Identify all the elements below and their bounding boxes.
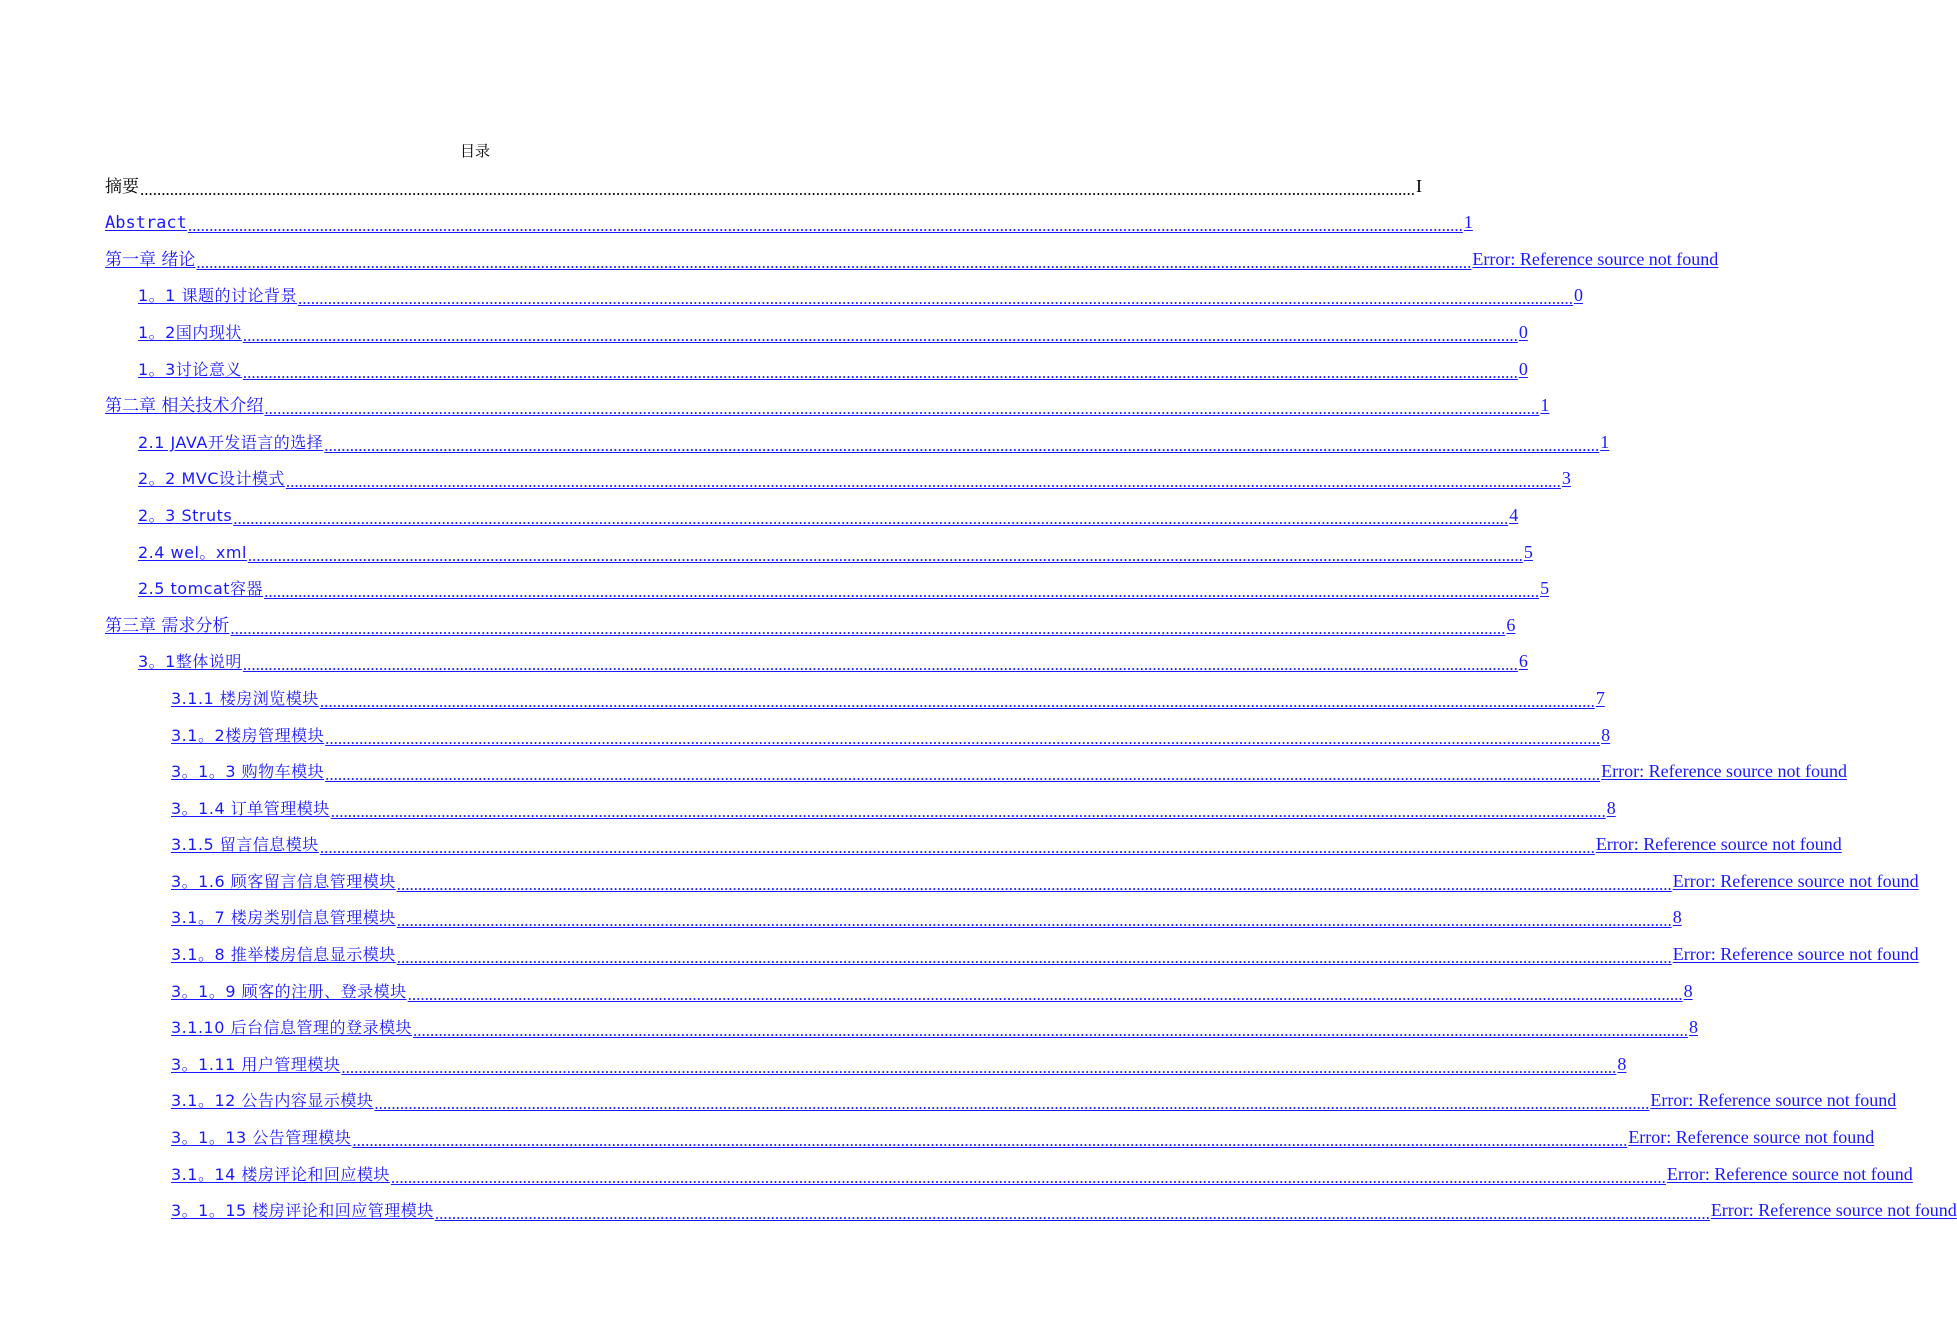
toc-entry-page: 8: [1672, 907, 1682, 928]
toc-entry-label: 3.1。8 推举楼房信息显示模块: [171, 945, 396, 965]
toc-entry-page: Error: Reference source not found: [1628, 1127, 1875, 1148]
dot-leader: ............................................................................................................................................................................................................................................................................................................: [242, 325, 1518, 345]
toc-entry-label: 3。1。13 公告管理模块: [171, 1128, 352, 1148]
toc-entry-page: 7: [1595, 687, 1605, 708]
toc-entry-label: 1。1 课题的讨论背景: [138, 286, 297, 306]
toc-entry-page: Error: Reference source not found: [1710, 1200, 1957, 1221]
toc-entry-page: 8: [1601, 724, 1611, 745]
toc-entry-label: 3.1.10 后台信息管理的登录模块: [171, 1018, 412, 1038]
toc-entry-label: 3。1整体说明: [138, 652, 242, 672]
dot-leader: ............................................................................................................................................................................................................................................................................................................: [325, 765, 1601, 785]
toc-entry[interactable]: [0, 1154, 1913, 1191]
toc-entry-label: 3.1.5 留言信息模块: [171, 835, 319, 855]
toc-entry-label: 2.5 tomcat容器: [138, 579, 264, 599]
dot-leader: ............................................................................................................................................................................................................................................................................................................: [324, 435, 1600, 455]
toc-entry-page: Error: Reference source not found: [1472, 248, 1719, 269]
toc-entry[interactable]: [0, 532, 1533, 569]
toc-entry[interactable]: [0, 495, 1519, 532]
toc-entry-label: 3。1。3 购物车模块: [171, 762, 325, 782]
dot-leader: ............................................................................................................................................................................................................................................................................................................: [396, 911, 1672, 931]
toc-title: 目录: [459, 142, 490, 160]
toc-entry-page: I: [1416, 175, 1422, 196]
toc-entry-page: 0: [1518, 358, 1528, 379]
toc-entry-page: 0: [1518, 321, 1528, 342]
dot-leader: ............................................................................................................................................................................................................................................................................................................: [396, 948, 1672, 968]
dot-leader: ............................................................................................................................................................................................................................................................................................................: [285, 472, 1561, 492]
toc-entry-label: 摘要: [105, 176, 139, 197]
toc-entry[interactable]: [0, 203, 1473, 240]
toc-entry-page: 8: [1683, 980, 1693, 1001]
toc-entry[interactable]: [0, 569, 1550, 606]
toc-entry[interactable]: [0, 825, 1842, 862]
toc-entry-label: 第二章 相关技术介绍: [105, 396, 264, 417]
table-of-contents: [0, 166, 1957, 1227]
toc-entry[interactable]: [0, 971, 1693, 1008]
toc-entry[interactable]: [0, 605, 1516, 642]
toc-entry-label: 3.1。2楼房管理模块: [171, 725, 325, 745]
toc-entry-label: 1。2国内现状: [138, 322, 242, 342]
toc-entry-page: Error: Reference source not found: [1595, 834, 1842, 855]
toc-entry-label: 2。2 MVC设计模式: [138, 469, 285, 489]
toc-entry-label: 3。1。15 楼房评论和回应管理模块: [171, 1201, 434, 1221]
toc-entry[interactable]: [0, 386, 1550, 423]
toc-entry[interactable]: [0, 1191, 1957, 1228]
toc-entry-label: 3.1。7 楼房类别信息管理模块: [171, 908, 396, 928]
toc-entry[interactable]: [0, 1081, 1897, 1118]
toc-entry[interactable]: [0, 349, 1528, 386]
toc-entry[interactable]: [0, 898, 1682, 935]
toc-entry-page: 1: [1600, 431, 1610, 452]
toc-entry-page: Error: Reference source not found: [1672, 944, 1919, 965]
dot-leader: ............................................................................................................................................................................................................................................................................................................: [264, 582, 1540, 602]
toc-entry-label: 第一章 绪论: [105, 249, 196, 270]
toc-entry-page: 5: [1540, 578, 1550, 599]
toc-entry-label: 2。3 Struts: [138, 505, 233, 525]
dot-leader: ............................................................................................................................................................................................................................................................................................................: [341, 1057, 1617, 1077]
toc-entry-label: 3。1。9 顾客的注册、登录模块: [171, 981, 407, 1001]
dot-leader: ............................................................................................................................................................................................................................................................................................................: [412, 1021, 1688, 1041]
dot-leader: ............................................................................................................................................................................................................................................................................................................: [434, 1204, 1710, 1224]
toc-entry-label: 2.1 JAVA开发语言的选择: [138, 432, 324, 452]
toc-entry-label: 2.4 wel。xml: [138, 542, 247, 562]
toc-entry[interactable]: [0, 422, 1610, 459]
toc-entry[interactable]: [0, 239, 1719, 276]
dot-leader: ............................................................................................................................................................................................................................................................................................................: [390, 1167, 1666, 1187]
toc-entry[interactable]: [0, 276, 1583, 313]
toc-entry-label: 3。1.4 订单管理模块: [171, 798, 330, 818]
dot-leader: ............................................................................................................................................................................................................................................................................................................: [230, 618, 1506, 638]
toc-entry-label: 3.1。14 楼房评论和回应模块: [171, 1164, 390, 1184]
toc-entry-label: Abstract: [105, 213, 187, 234]
dot-leader: ............................................................................................................................................................................................................................................................................................................: [330, 801, 1606, 821]
dot-leader: ............................................................................................................................................................................................................................................................................................................: [352, 1131, 1628, 1151]
dot-leader: ............................................................................................................................................................................................................................................................................................................: [319, 838, 1595, 858]
toc-entry[interactable]: [0, 1117, 1875, 1154]
dot-leader: ............................................................................................................................................................................................................................................................................................................: [233, 508, 1509, 528]
dot-leader: ............................................................................................................................................................................................................................................................................................................: [325, 728, 1601, 748]
dot-leader: ............................................................................................................................................................................................................................................................................................................: [374, 1094, 1650, 1114]
toc-entry-page: 8: [1688, 1017, 1698, 1038]
dot-leader: ............................................................................................................................................................................................................................................................................................................: [247, 545, 1523, 565]
toc-entry-label: 3。1.11 用户管理模块: [171, 1054, 341, 1074]
dot-leader: ............................................................................................................................................................................................................................................................................................................: [407, 984, 1683, 1004]
dot-leader: ............................................................................................................................................................................................................................................................................................................: [196, 252, 1472, 272]
toc-entry[interactable]: [0, 1008, 1698, 1045]
toc-entry[interactable]: [0, 752, 1848, 789]
toc-entry-page: Error: Reference source not found: [1672, 870, 1919, 891]
toc-entry-page: 6: [1506, 614, 1516, 635]
dot-leader: ............................................................................................................................................................................................................................................................................................................: [242, 655, 1518, 675]
toc-entry-page: Error: Reference source not found: [1650, 1090, 1897, 1111]
dot-leader: ............................................................................................................................................................................................................................................................................................................: [187, 216, 1463, 236]
toc-entry[interactable]: [0, 715, 1611, 752]
toc-entry-page: 0: [1573, 285, 1583, 306]
toc-entry[interactable]: [0, 642, 1528, 679]
dot-leader: ............................................................................................................................................................................................................................................................................................................: [297, 289, 1573, 309]
toc-entry-page: 1: [1540, 395, 1550, 416]
toc-entry: [0, 166, 1422, 203]
toc-entry-page: 6: [1518, 651, 1528, 672]
toc-entry[interactable]: [0, 788, 1616, 825]
toc-entry[interactable]: [0, 459, 1571, 496]
toc-entry-page: 8: [1617, 1053, 1627, 1074]
toc-entry-label: 第三章 需求分析: [105, 615, 230, 636]
toc-entry-page: Error: Reference source not found: [1666, 1163, 1913, 1184]
toc-entry[interactable]: [0, 312, 1528, 349]
dot-leader: ............................................................................................................................................................................................................................................................................................................: [319, 691, 1595, 711]
toc-entry-page: 4: [1509, 504, 1519, 525]
toc-entry-page: 3: [1561, 468, 1571, 489]
dot-leader: ............................................................................................................................................................................................................................................................................................................: [264, 399, 1540, 419]
dot-leader: ............................................................................................................................................................................................................................................................................................................: [396, 874, 1672, 894]
toc-entry-page: 8: [1606, 797, 1616, 818]
dot-leader: ............................................................................................................................................................................................................................................................................................................: [140, 179, 1415, 199]
toc-entry-label: 3.1。12 公告内容显示模块: [171, 1091, 374, 1111]
toc-entry-page: Error: Reference source not found: [1601, 761, 1848, 782]
toc-entry-page: 1: [1463, 212, 1473, 233]
dot-leader: ............................................................................................................................................................................................................................................................................................................: [242, 362, 1518, 382]
toc-entry-label: 3.1.1 楼房浏览模块: [171, 688, 319, 708]
toc-entry-label: 3。1.6 顾客留言信息管理模块: [171, 871, 396, 891]
toc-entry[interactable]: [0, 678, 1605, 715]
toc-entry-label: 1。3讨论意义: [138, 359, 242, 379]
toc-entry[interactable]: [0, 934, 1919, 971]
toc-entry-page: 5: [1523, 541, 1533, 562]
toc-entry[interactable]: [0, 861, 1919, 898]
toc-entry[interactable]: [0, 1044, 1627, 1081]
